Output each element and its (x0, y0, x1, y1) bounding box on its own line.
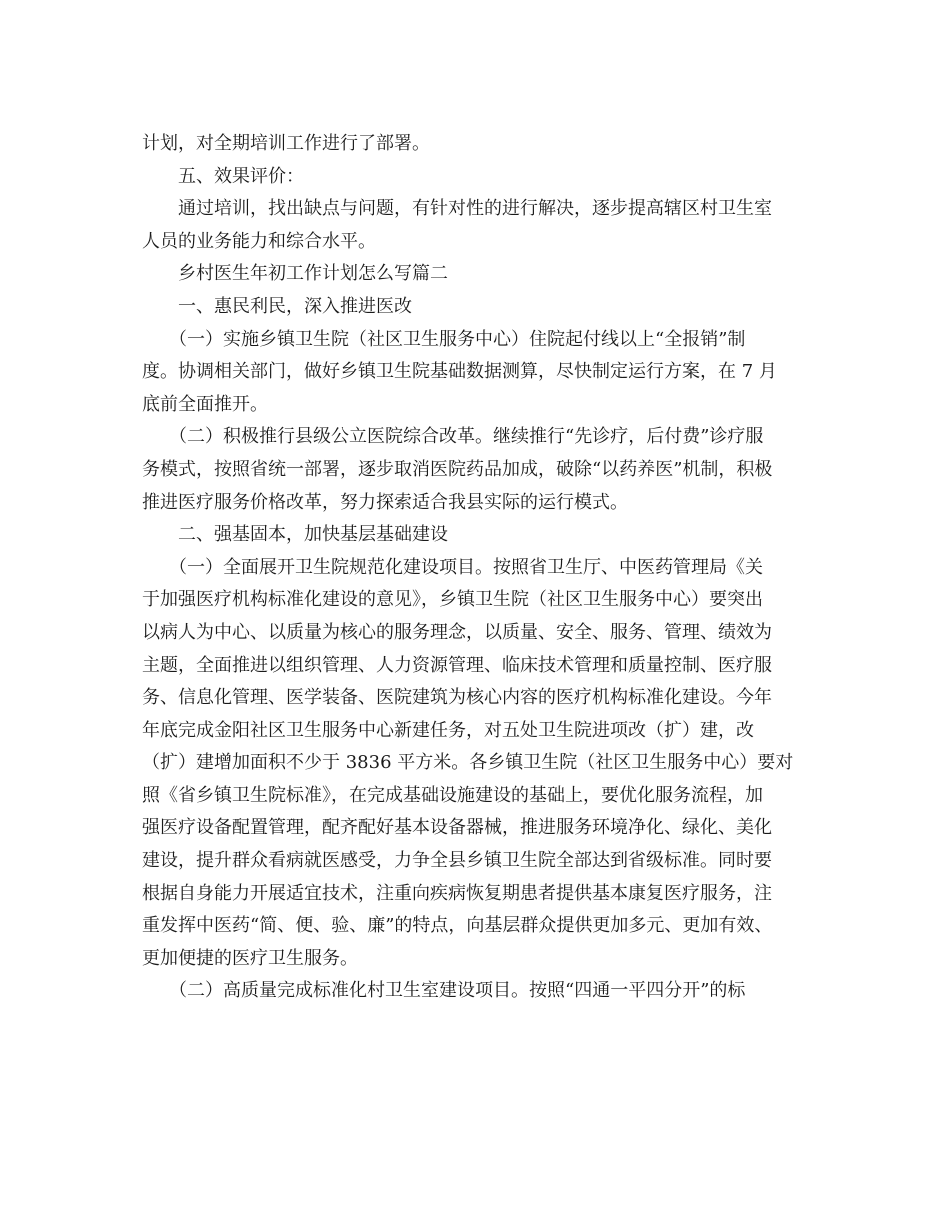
text-line: 更加便捷的医疗卫生服务。 (142, 947, 358, 969)
text-line: 重发挥中医药“简、便、验、廉”的特点，向基层群众提供更加多元、更加有效、 (142, 915, 773, 937)
text-line: 强医疗设备配置管理，配齐配好基本设备器械，推进服务环境净化、绿化、美化 (142, 817, 772, 839)
text-line: 年底完成金阳社区卫生服务中心新建任务，对五处卫生院进项改（扩）建，改 (142, 719, 754, 741)
text-line: 照《省乡镇卫生院标准》，在完成基础设施建设的基础上，要优化服务流程，加 (142, 784, 763, 806)
text-line: 主题，全面推进以组织管理、人力资源管理、临床技术管理和质量控制、医疗服 (142, 654, 772, 676)
text-line: 人员的业务能力和综合水平。 (142, 230, 376, 252)
text-line: 通过培训，找出缺点与问题，有针对性的进行解决，逐步提高辖区村卫生室 (142, 198, 772, 220)
section-heading: 五、效果评价： (142, 165, 304, 187)
article-title: 乡村医生年初工作计划怎么写篇二 (142, 263, 448, 285)
document-body (142, 128, 802, 1008)
text-line: 计划，对全期培训工作进行了部署。 (142, 133, 430, 154)
text-line: 底前全面推开。 (142, 393, 268, 415)
text-line: （一）实施乡镇卫生院（社区卫生服务中心）住院起付线以上“全报销”制 (142, 328, 746, 350)
text-line: 推进医疗服务价格改革，努力探索适合我县实际的运行模式。 (142, 491, 628, 513)
text-line: 根据自身能力开展适宜技术，注重向疾病恢复期患者提供基本康复医疗服务，注 (142, 882, 772, 904)
text-line: （扩）建增加面积不少于 3836 平方米。各乡镇卫生院（社区卫生服务中心）要对 (142, 752, 794, 774)
text-line: 务模式，按照省统一部署，逐步取消医院药品加成，破除“以药养医”机制，积极 (142, 458, 773, 480)
text-line: （一）全面展开卫生院规范化建设项目。按照省卫生厅、中医药管理局《关 (142, 556, 763, 578)
text-line: （二）积极推行县级公立医院综合改革。继续推行“先诊疗，后付费”诊疗服 (142, 426, 764, 448)
text-line: 度。协调相关部门，做好乡镇卫生院基础数据测算，尽快制定运行方案，在 7 月 (142, 361, 777, 383)
text-line: 于加强医疗机构标准化建设的意见》，乡镇卫生院（社区卫生服务中心）要突出 (142, 589, 763, 611)
text-line: （二）高质量完成标准化村卫生室建设项目。按照“四通一平四分开”的标 (142, 980, 746, 1002)
text-line: 建设，提升群众看病就医感受，力争全县乡镇卫生院全部达到省级标准。同时要 (142, 850, 772, 872)
text-line: 以病人为中心、以质量为核心的服务理念，以质量、安全、服务、管理、绩效为 (142, 621, 772, 643)
section-heading: 二、强基固本，加快基层基础建设 (142, 524, 448, 546)
text-line: 务、信息化管理、医学装备、医院建筑为核心内容的医疗机构标准化建设。今年 (142, 687, 772, 709)
section-heading: 一、惠民利民，深入推进医改 (142, 295, 412, 317)
